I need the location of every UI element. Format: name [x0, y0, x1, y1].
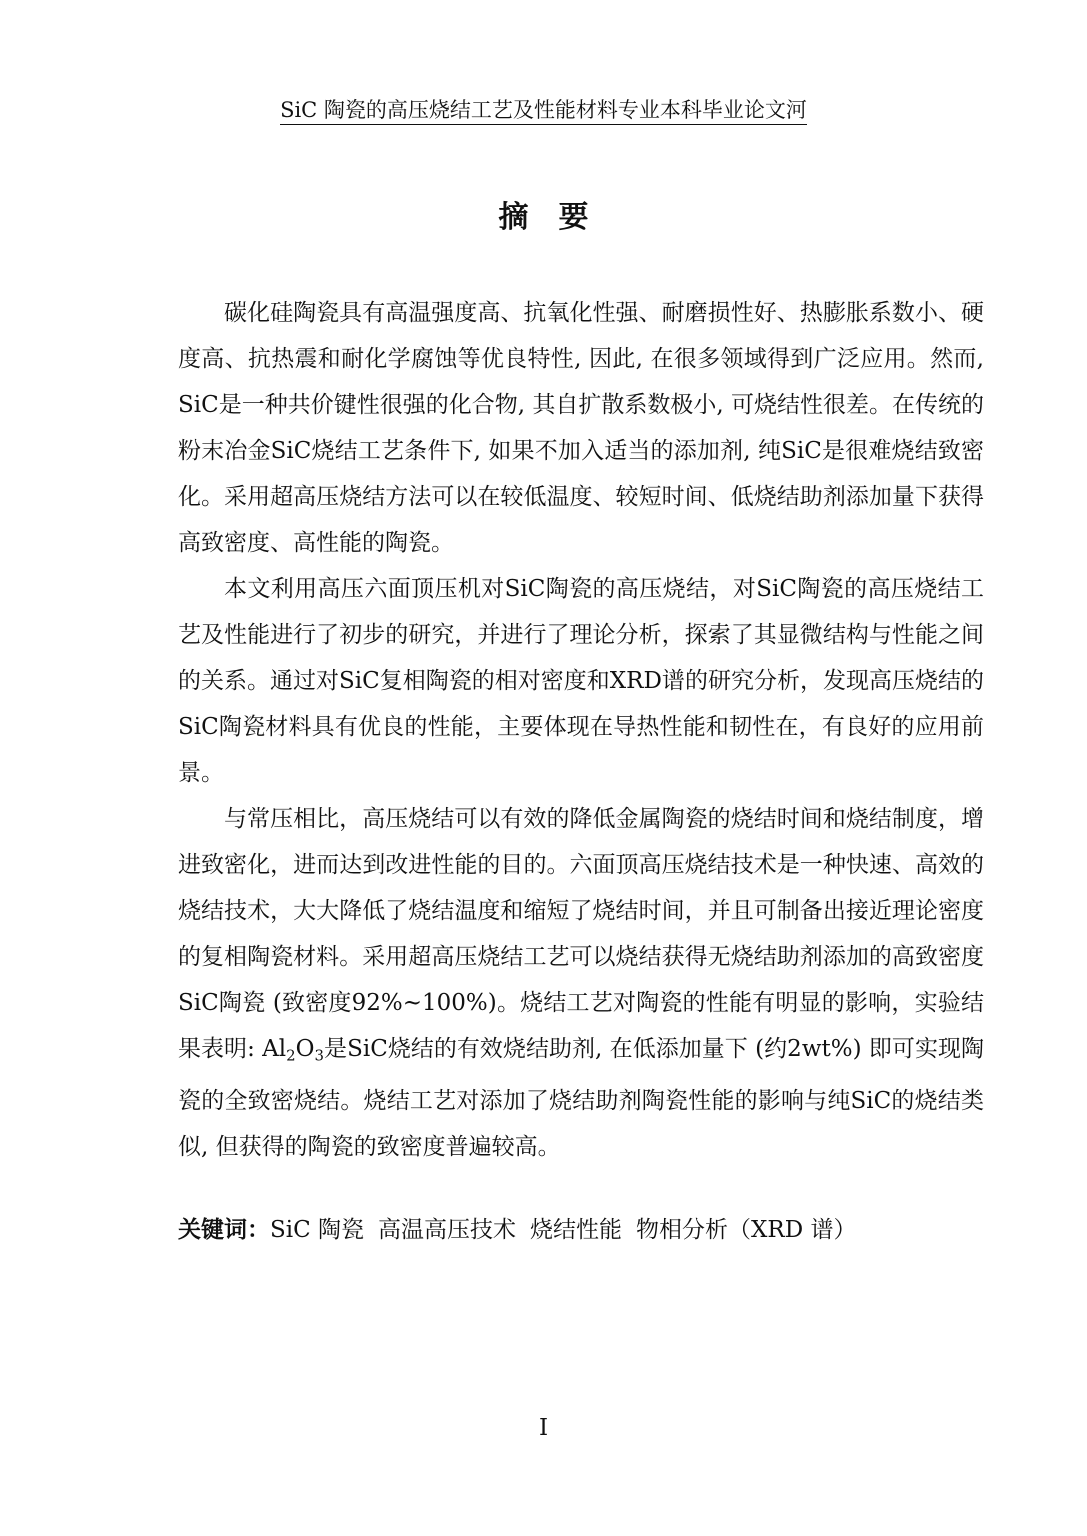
alumina-formula [262, 1036, 325, 1065]
abstract-paragraph-3 [178, 796, 984, 1170]
page-number: I [538, 1415, 549, 1441]
keywords-label: 关键词： [178, 1216, 270, 1243]
formula-subscript-2: 2 [286, 1046, 296, 1065]
paragraph-3-part-2: 是SiC烧结的有效烧结助剂, 在低添加量下 (约2wt%) 即可实现陶瓷的全致密烧结。烧结工艺对添加了烧结助剂陶瓷性能的影响与纯SiC的烧结类似, 但获得的陶瓷的致密度普遍较高。 [178, 1036, 985, 1161]
keywords-line [178, 1207, 984, 1253]
abstract-title: 摘要 [498, 200, 619, 235]
abstract-paragraph-1: 碳化硅陶瓷具有高温强度高、抗氧化性强、耐磨损性好、热膨胀系数小、硬度高、抗热震和耐化学腐蚀等优良特性, 因此, 在很多领域得到广泛应用。然而, SiC是一种共价键性很强的化合物, 其自扩散系数极小, 可烧结性很差。在传统的粉末冶金SiC烧结工艺条件下, 如果不加入适当的添加剂, 纯SiC是很难烧结致密化。采用超高压烧结方法可以在较低温度、较短时间、低烧结助剂添加量下获得高致密度、高性能的陶瓷。 [178, 300, 984, 556]
formula-subscript-3: 3 [314, 1046, 325, 1065]
keyword-1: SiC 陶瓷 [270, 1217, 365, 1243]
keyword-2: 高温高压技术 [378, 1217, 517, 1243]
formula-o: O [295, 1036, 315, 1062]
keyword-3: 烧结性能 [530, 1217, 623, 1243]
paragraph-3-part-1: 与常压相比，高压烧结可以有效的降低金属陶瓷的烧结时间和烧结制度，增进致密化，进而达到改进性能的目的。六面顶高压烧结技术是一种快速、高效的烧结技术，大大降低了烧结温度和缩短了烧结时间，并且可制备出接近理论密度的复相陶瓷材料。采用超高压烧结工艺可以烧结获得无烧结助剂添加的高致密度SiC陶瓷 (致密度92%~100%)。烧结工艺对陶瓷的性能有明显的影响，实验结果表明: [178, 806, 984, 1062]
keyword-4: 物相分析（XRD 谱） [636, 1217, 857, 1243]
running-header-title: SiC 陶瓷的高压烧结工艺及性能材料专业本科毕业论文河 [280, 98, 807, 125]
abstract-paragraph-2: 本文利用高压六面顶压机对SiC陶瓷的高压烧结，对SiC陶瓷的高压烧结工艺及性能进行了初步的研究，并进行了理论分析，探索了其显微结构与性能之间的关系。通过对SiC复相陶瓷的相对密度和XRD谱的研究分析，发现高压烧结的SiC陶瓷材料具有优良的性能，主要体现在导热性能和韧性在，有良好的应用前景。 [178, 576, 984, 786]
formula-al: Al [262, 1036, 287, 1062]
abstract-body [178, 290, 984, 1170]
running-header [0, 96, 1087, 124]
